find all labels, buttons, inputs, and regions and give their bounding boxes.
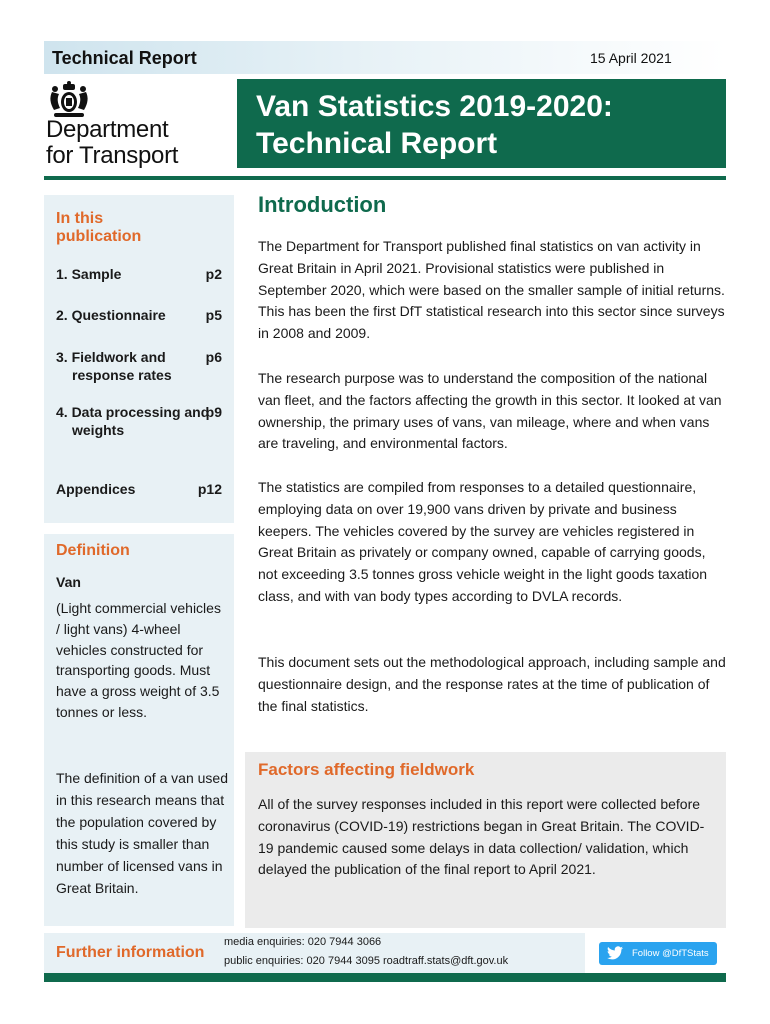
toc-item-page: p12 bbox=[197, 481, 222, 497]
toc-item-label: 1. Sample bbox=[56, 266, 122, 282]
royal-crest-icon bbox=[46, 80, 92, 118]
toc-item-label: 4. Data processing and weights bbox=[56, 404, 210, 438]
definition-term: Van bbox=[56, 574, 81, 590]
definition-text: (Light commercial vehicles / light vans) 4-wheel vehicles constructed for transporting goods. Must have a gross weight of 3.5 tonnes or less. bbox=[56, 600, 221, 720]
toc-item-page: p2 bbox=[205, 266, 222, 282]
logo-line-2: for Transport bbox=[46, 142, 179, 169]
intro-paragraph: The statistics are compiled from responses to a detailed questionnaire, employing data on over 19,900 vans driven by private and business keepers. The vehicles covered by the survey are vehicles registered in Great Britain as privately or company owned, capable of carrying goods, not exceeding 3.5 tonnes gross vehicle weight in the light goods taxation class, and with van body types according to DVLA records. bbox=[258, 479, 708, 604]
twitter-follow-label: Follow @DfTStats bbox=[632, 948, 709, 959]
factors-heading: Factors affecting fieldwork bbox=[258, 760, 475, 779]
toc-item-label: 3. Fieldwork and response rates bbox=[56, 349, 172, 383]
toc-item-label: 2. Questionnaire bbox=[56, 307, 166, 323]
twitter-follow-button[interactable] bbox=[599, 942, 717, 965]
factors-text: All of the survey responses included in this report were collected before coronavirus (COVID-19) restrictions began in Great Britain. The COVID-19 pandemic caused some delays in data collection/ validation, which delayed the publication of the final report to April 2021. bbox=[258, 796, 705, 878]
header-divider bbox=[44, 176, 726, 180]
public-enquiries[interactable]: public enquiries: 020 7944 3095 roadtraff.stats@dft.gov.uk bbox=[224, 955, 509, 967]
toc-heading-line-1: In this bbox=[56, 210, 104, 227]
department-logo bbox=[46, 117, 178, 169]
report-title bbox=[256, 88, 613, 162]
definition-note: The definition of a van used in this research means that the population covered by this study is smaller than number of licensed vans in Great Britain. bbox=[56, 770, 229, 896]
toc-item-page: p9 bbox=[205, 404, 222, 420]
toc-heading-line-2: publication bbox=[56, 228, 142, 245]
further-info-label: Further information bbox=[56, 944, 205, 961]
report-title-line-1: Van Statistics 2019-2020: bbox=[256, 90, 613, 123]
toc-item-page: p5 bbox=[205, 307, 222, 323]
header-date: 15 April 2021 bbox=[590, 50, 672, 66]
header-title: Technical Report bbox=[52, 48, 197, 68]
toc-item-page: p6 bbox=[205, 349, 222, 365]
introduction-heading: Introduction bbox=[258, 192, 387, 217]
intro-paragraph: The research purpose was to understand the composition of the national van fleet, and the factors affecting the growth in this sector. It looked at van ownership, the primary uses of vans, van mileage, where and when vans are traveling, and environmental factors. bbox=[258, 370, 722, 452]
footer-divider bbox=[44, 973, 726, 982]
twitter-bird-icon bbox=[607, 946, 623, 960]
intro-paragraph: The Department for Transport published final statistics on van activity in Great Britain in April 2021. Provisional statistics were published in September 2020, which were based on the smaller sample of initial returns. This has been the first DfT statistical research into this sector since surveys in 2008 and 2009. bbox=[258, 238, 725, 342]
report-title-line-2: Technical Report bbox=[256, 127, 498, 160]
toc-item-label: Appendices bbox=[56, 481, 136, 497]
media-enquiries: media enquiries: 020 7944 3066 bbox=[224, 936, 382, 948]
toc-heading bbox=[56, 210, 141, 246]
definition-heading: Definition bbox=[56, 542, 130, 559]
logo-line-1: Department bbox=[46, 116, 169, 143]
intro-paragraph: This document sets out the methodological approach, including sample and questionnaire design, and the response rates at the time of publication of the final statistics. bbox=[258, 654, 726, 714]
